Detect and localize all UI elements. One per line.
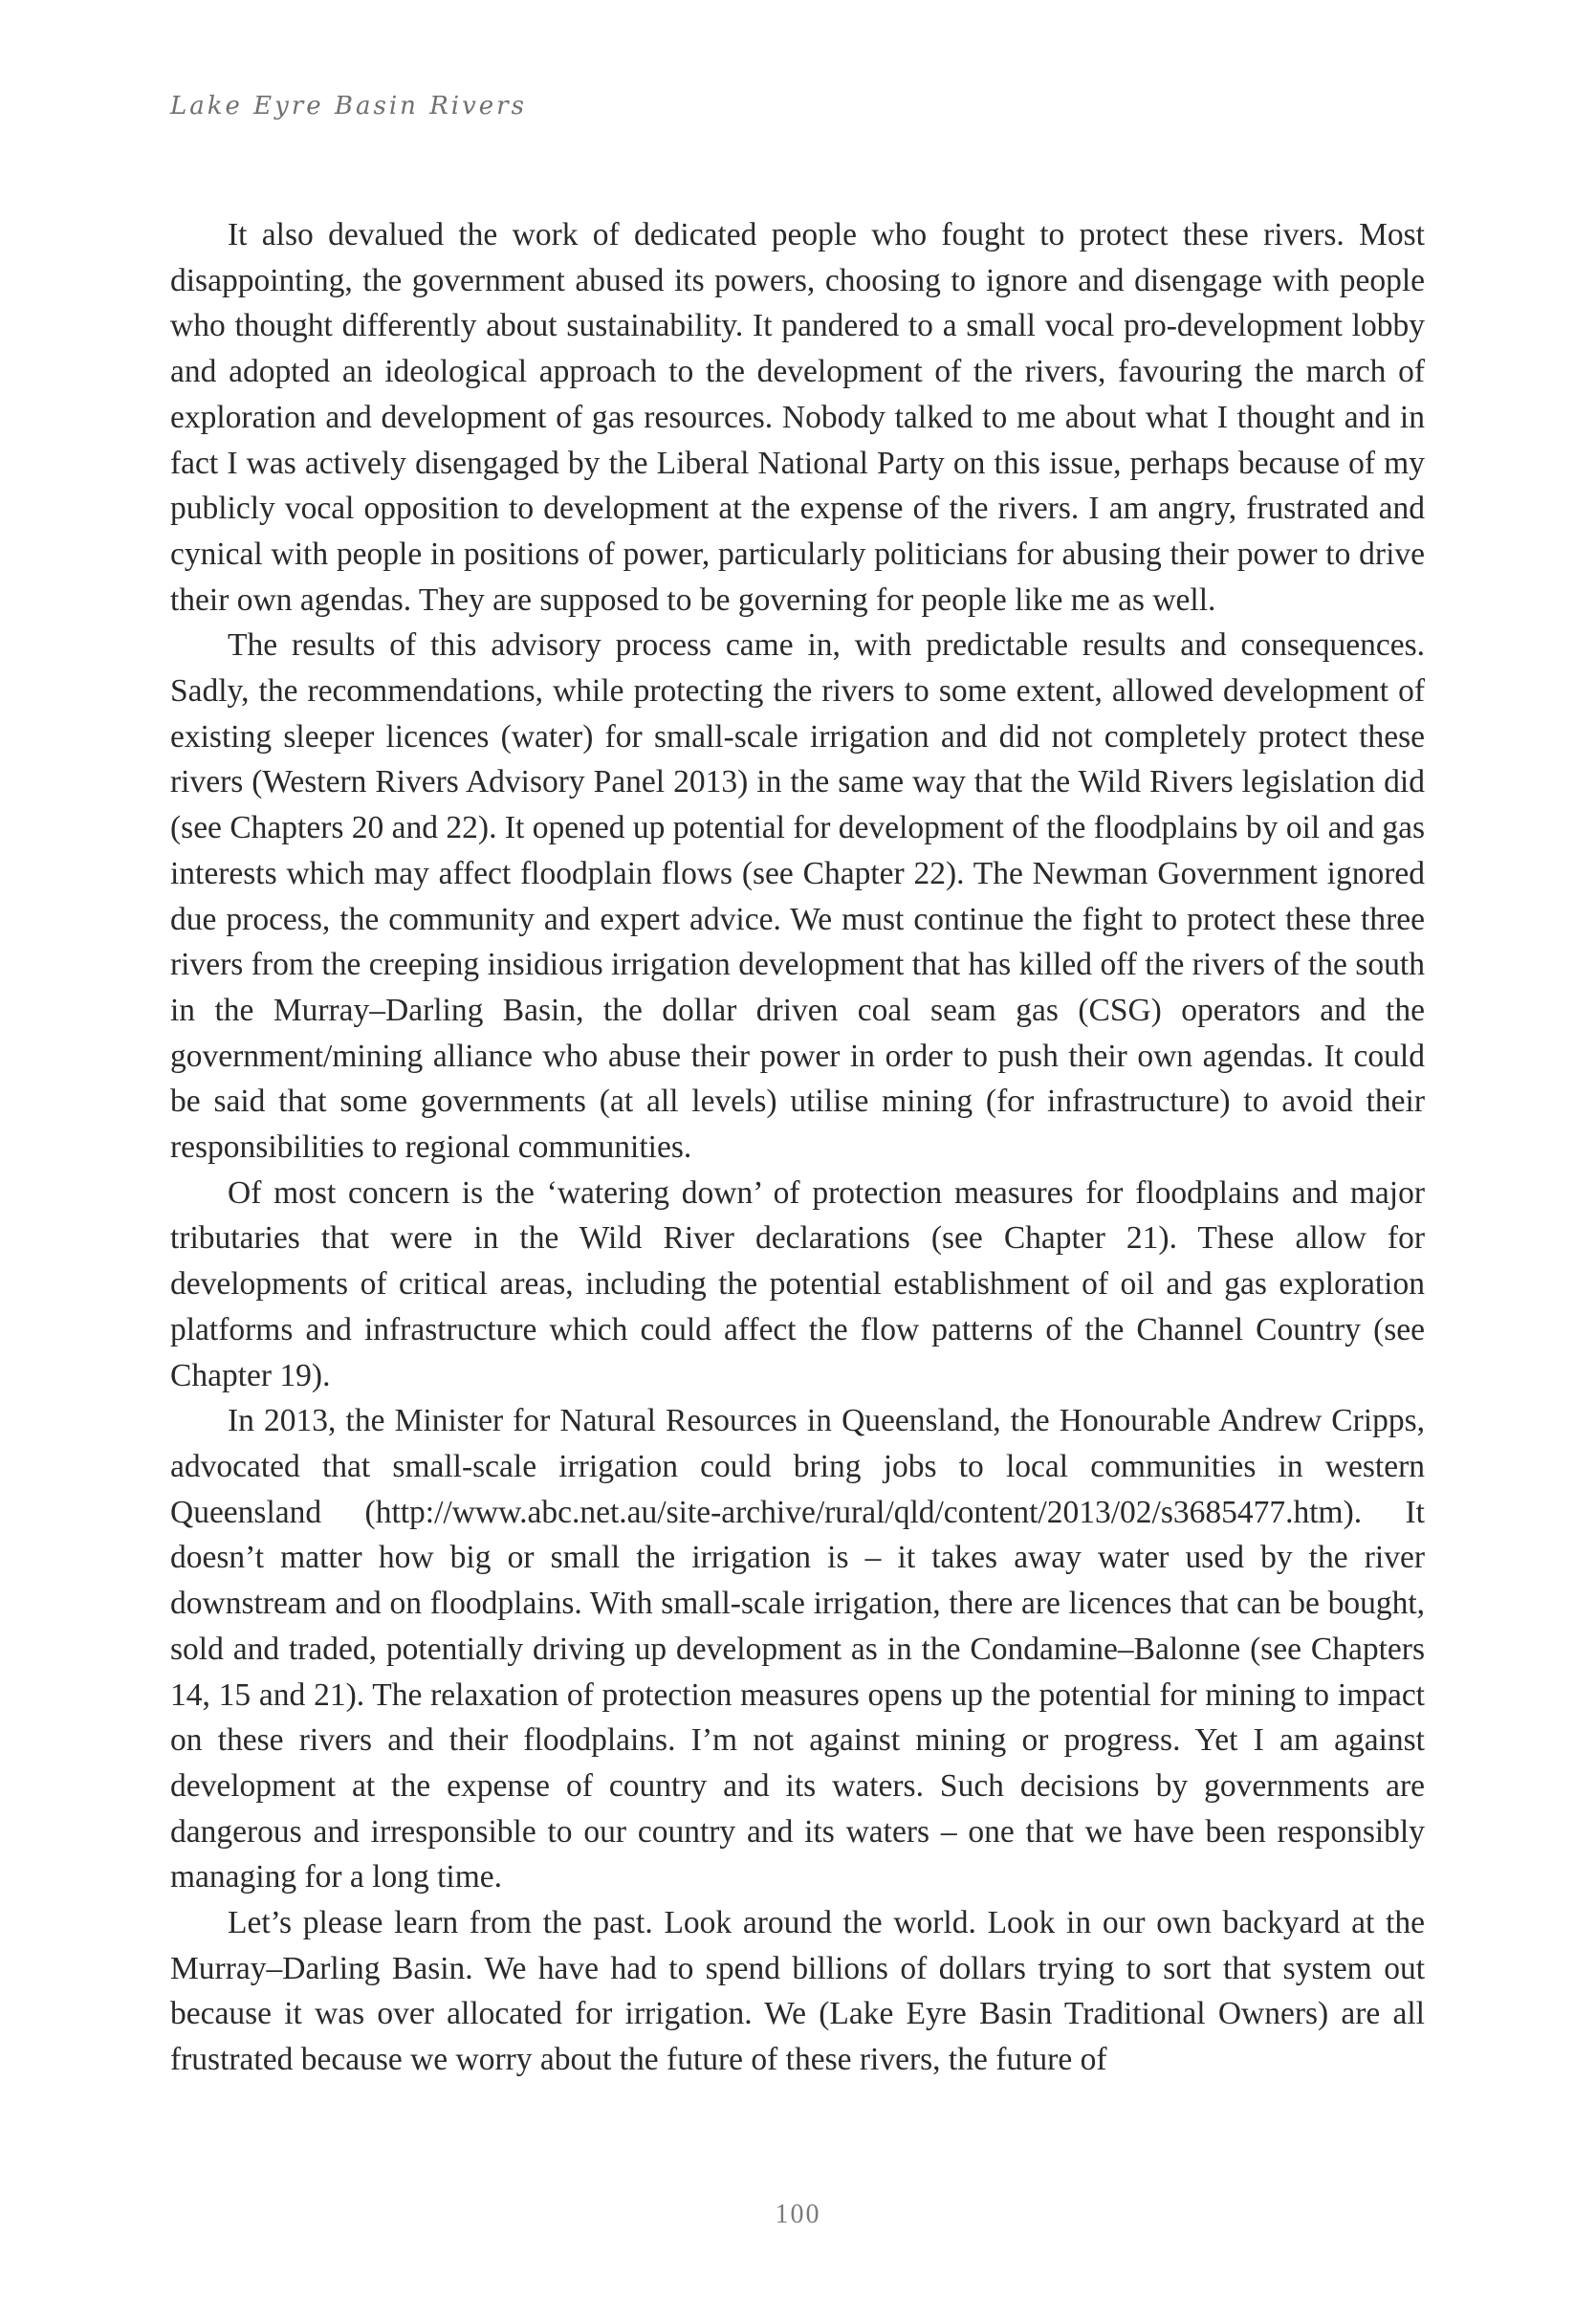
paragraph: It also devalued the work of dedicated people who fought to protect these rivers. Most disappointing, the government abused its powers, choosing to ignore and disengage with people who thought differently about sustainability. It pandered to a small vocal pro-development lobby and adopted an ideological approach to the development of the rivers, favouring the march of exploration and development of gas resources. Nobody talked to me about what I thought and in fact I was actively disengaged by the Liberal National Party on this issue, perhaps because of my publicly vocal opposition to development at the expense of the rivers. I am angry, frustrated and cynical with people in positions of power, particularly politicians for abusing their power to drive their own agendas. They are supposed to be governing for people like me as well.	[170, 217, 1425, 618]
paragraph: In 2013, the Minister for Natural Resources in Queensland, the Honourable Andrew Cripps, advocated that small-scale irrigation could bring jobs to local communities in western Queensland (http://www.abc.net.au/site-archive/rural/qld/content/2013/02/s3685477.htm). It doesn’t matter how big or small the irrigation is – it takes away water used by the river downstream and on floodplains. With small-scale irrigation, there are licences that can be bought, sold and traded, potentially driving up development as in the Condamine–Balonne (see Chapters 14, 15 and 21). The relaxation of protection measures opens up the potential for mining to impact on these rivers and their floodplains. I’m not against mining or progress. Yet I am against development at the expense of country and its waters. Such decisions by governments are dangerous and irresponsible to our country and its waters – one that we have been responsibly managing for a long time.	[170, 1403, 1425, 1895]
paragraph: Of most concern is the ‘watering down’ of protection measures for floodplains and major tributaries that were in the Wild River declarations (see Chapter 21). These allow for developments of critical areas, including the potential establishment of oil and gas exploration platforms and infrastructure which could affect the flow patterns of the Channel Country (see Chapter 19).	[170, 1174, 1425, 1393]
paragraph: Let’s please learn from the past. Look around the world. Look in our own backyard at the Murray–Darling Basin. We have had to spend billions of dollars trying to sort that system out because it was over allocated for irrigation. We (Lake Eyre Basin Traditional Owners) are all frustrated because we worry about the future of these rivers, the future of	[170, 1905, 1425, 2078]
page-number: 100	[775, 2200, 821, 2229]
body-text	[170, 212, 1425, 2083]
running-head: Lake Eyre Basin Rivers	[170, 92, 527, 120]
paragraph: The results of this advisory process came in, with predictable results and consequences. Sadly, the recommendations, while protecting the rivers to some extent, allowed development of existing sleeper licences (water) for small-scale irrigation and did not completely protect these rivers (Western Rivers Advisory Panel 2013) in the same way that the Wild Rivers legislation did (see Chapters 20 and 22). It opened up potential for development of the floodplains by oil and gas interests which may affect floodplain flows (see Chapter 22). The Newman Government ignored due process, the community and expert advice. We must continue the fight to protect these three rivers from the creeping insidious irrigation development that has killed off the rivers of the south in the Murray–Darling Basin, the dollar driven coal seam gas (CSG) operators and the government/mining alliance who abuse their power in order to push their own agendas. It could be said that some governments (at all levels) utilise mining (for infrastructure) to avoid their responsibilities to regional communities.	[170, 627, 1425, 1166]
